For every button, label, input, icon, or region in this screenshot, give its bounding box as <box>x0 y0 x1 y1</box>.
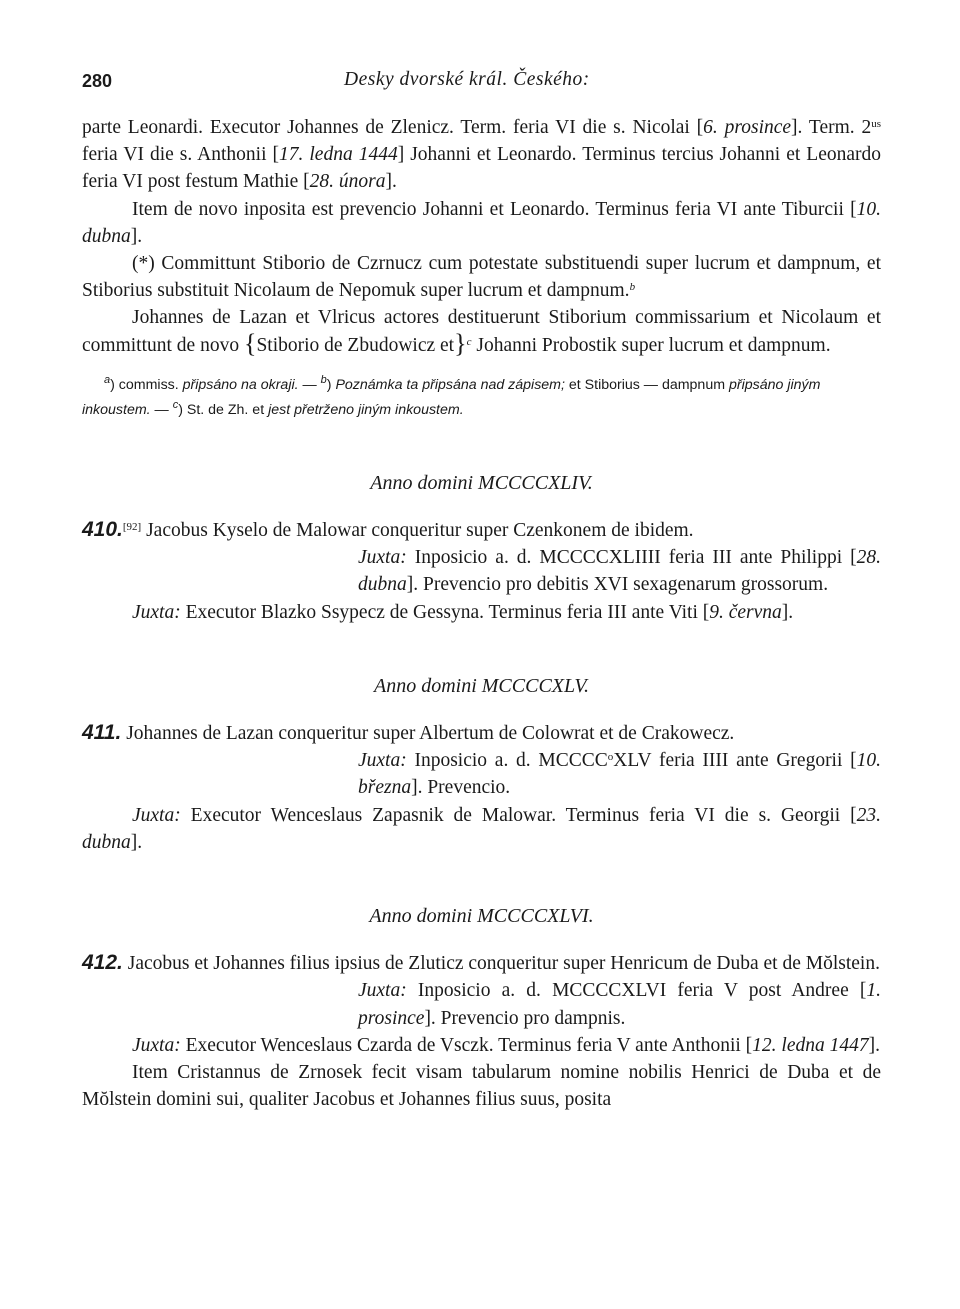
year-heading: Anno domini MCCCCXLVI. <box>369 905 594 928</box>
entry-410: 410.[92] Jacobus Kyselo de Malowar conqueritur super Czenkonem de ibidem. <box>82 518 694 542</box>
entry-number: 412. <box>82 951 123 975</box>
juxta-executor: Juxta: Executor Wenceslaus Zapasnik de Malowar. Terminus feria VI die s. Georgii [23. dubna]. <box>82 804 881 853</box>
book-page <box>82 62 881 1113</box>
reference-mark: [92] <box>122 521 142 534</box>
juxta-entry: Juxta: Inposicio a. d. MCCCCXLVI feria V post Andree [1. prosince]. Prevencio pro dampnis. <box>358 980 881 1029</box>
entry-number: 411. <box>82 721 122 745</box>
continued-paragraph: parte Leonardi. Executor Johannes de Zlenicz. Term. feria VI die s. Nicolai [6. prosince]. Term. $2^{us}$ feria VI die s. Anthonii [17. ledna 1444] Johanni et Leonardo. Terminus tercius Johanni et Leonardo feria VI post festum Mathie [28. února]. <box>82 117 882 193</box>
juxta-entry: Juxta: Inposicio a. d. MCCCCXLIIII feria III ante Philippi [28. dubna]. Prevencio pro debitis XVI sexagenarum grossorum. <box>358 547 881 596</box>
entry-411: 411. Johannes de Lazan conqueritur super Albertum de Colowrat et de Crakowecz. <box>82 721 735 745</box>
item-paragraph: Item Cristannus de Zrnosek fecit visam tabularum nomine nobilis Henrici de Duba et de Mŏlstein domini sui, qualiter Jacobus et Johannes filius suus, posita <box>82 1062 881 1111</box>
year-heading: Anno domini MCCCCXLIV. <box>370 471 593 494</box>
juxta-executor: Juxta: Executor Blazko Ssypecz de Gessyna. Terminus feria III ante Viti [9. června]. <box>132 601 794 623</box>
running-head <box>82 62 881 100</box>
juxta-executor: Juxta: Executor Wenceslaus Czarda de Vsczk. Terminus feria V ante Anthonii [12. ledna 1447]. <box>132 1034 880 1056</box>
item-paragraph: Item de novo inposita est prevencio Johanni et Leonardo. Terminus feria VI ante Tiburcii [10. dubna]. <box>82 198 881 247</box>
year-heading: Anno domini MCCCCXLV. <box>373 674 590 697</box>
starred-paragraph: (*) Committunt Stiborio de Czrnucz cum potestate substituendi super lucrum et dampnum, et Stiborius substituit Nicolaum de Nepomuk super lucrum et dampnum.$^b$ <box>82 253 881 302</box>
entry-412: 412. Jacobus et Johannes filius ipsius de Zluticz conqueritur super Henricum de Duba et de Mŏlstein. <box>82 951 880 975</box>
running-title: Desky dvorské král. Českého: <box>344 69 590 90</box>
footnotes: $^a$) commiss. připsáno na okraji. — $^b$) Poznámka ta připsána nad zápisem; et Stiborius — dampnum připsáno jiným inkoustem. — $^c$) St. de Zh. et jest přetrženo jiným inkoustem. <box>82 373 821 418</box>
juxta-entry: Juxta: Inposicio a. d. MCCCC$^o$XLV feria IIII ante Gregorii [10. března]. Prevencio. <box>358 750 882 799</box>
actores-paragraph: Johannes de Lazan et Vlricus actores destituerunt Stiborium commissarium et Nicolaum et committunt de novo {Stiborio de Zbudowicz et}$^c$ Johanni Probostik super lucrum et dampnum. <box>82 307 881 358</box>
page-number: 280 <box>82 71 113 91</box>
entry-number: 410. <box>82 518 123 542</box>
